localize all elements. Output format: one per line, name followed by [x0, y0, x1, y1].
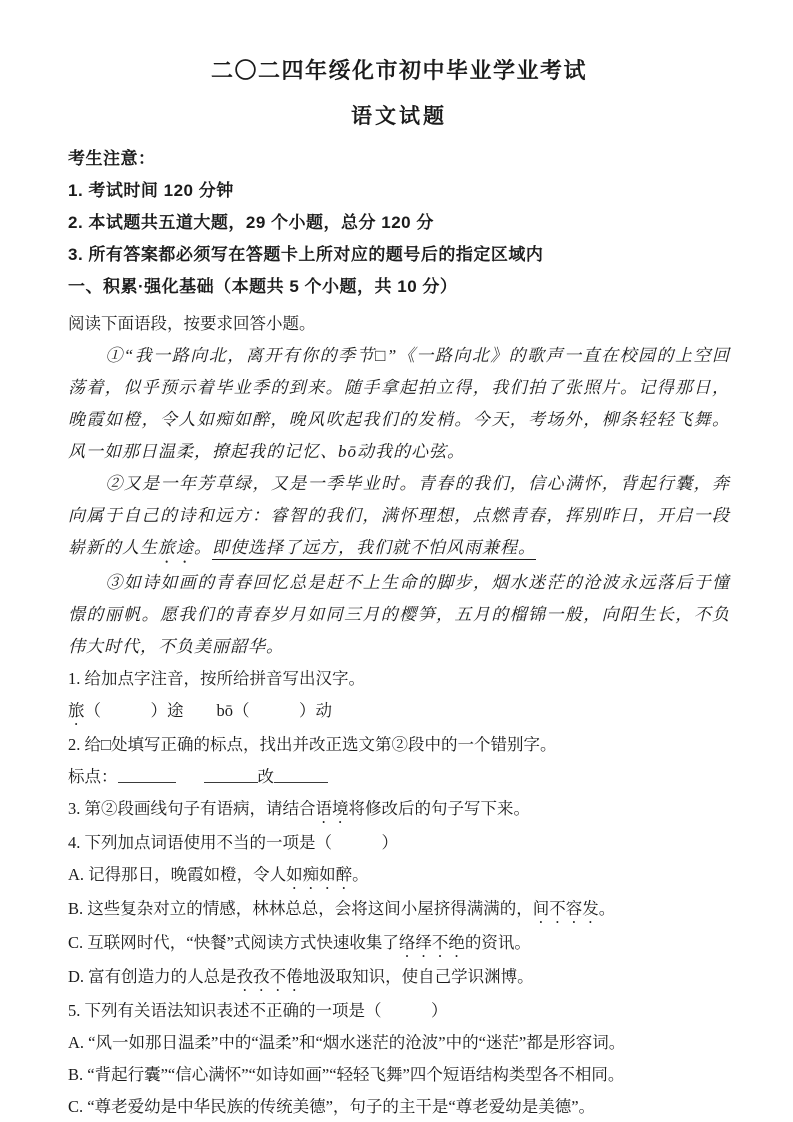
- candidate-notice: [68, 148, 730, 298]
- question-4-option-d: [68, 961, 730, 995]
- notice-item-3: 3. 所有答案都必须写在答题卡上所对应的题号后的指定区域内: [68, 245, 544, 264]
- question-3-dotted-word: 语境: [315, 799, 349, 818]
- option-b-dotted-word: 间不容发: [532, 899, 599, 918]
- question-4-option-a: [68, 859, 730, 893]
- option-c-dotted-word: 络绎不绝: [398, 933, 465, 952]
- question-3: [68, 793, 730, 827]
- passage-paragraph-2: [68, 468, 730, 567]
- question-1-answer-line: [68, 695, 730, 729]
- question-4-option-c: [68, 927, 730, 961]
- paragraph-2-period: 。: [194, 538, 212, 557]
- question-1: 1. 给加点字注音，按所给拼音写出汉字。: [68, 669, 365, 688]
- punctuation-label: 标点：: [68, 767, 118, 786]
- page-subtitle: 语文试题: [351, 105, 447, 128]
- pinyin-answer-blanks: （ ）途 bō（ ）动: [84, 701, 332, 720]
- question-5-option-b: B. “背起行囊”“信心满怀”“如诗如画”“轻轻飞舞”四个短语结构类型各不相同。: [68, 1065, 625, 1084]
- option-a-post: 。: [352, 865, 369, 884]
- paragraph-2-text: ②又是一年芳草绿，又是一季毕业时。青春的我们，信心满怀，背起行囊，奔向属于自己的诗和远方：睿智的我们，满怀理想，点燃青春，挥别昨日，开启一段崭新的人生: [68, 474, 730, 557]
- option-b-post: 。: [598, 899, 616, 918]
- blank-line-2: [204, 772, 258, 783]
- correction-label: 改: [257, 767, 274, 786]
- section-1-body: [68, 308, 730, 1122]
- option-a-dotted-word: 如痴如醉: [286, 865, 353, 884]
- question-3-post: 将修改后的句子写下来。: [348, 799, 530, 818]
- underlined-sentence: 即使选择了远方，我们就不怕风雨兼程。: [212, 538, 536, 557]
- question-4: 4. 下列加点词语使用不当的一项是（ ）: [68, 833, 398, 852]
- notice-item-1: 1. 考试时间 120 分钟: [68, 181, 234, 200]
- notice-heading: 考生注意：: [68, 149, 156, 168]
- question-4-option-b: [68, 893, 730, 927]
- question-3-pre: 3. 第②段画线句子有语病，请结合: [68, 799, 316, 818]
- blank-line-3: [274, 772, 328, 783]
- notice-item-2: 2. 本试题共五道大题，29 个小题，总分 120 分: [68, 213, 434, 232]
- passage-paragraph-3: ③如诗如画的青春回忆总是赶不上生命的脚步，烟水迷茫的沧波永远落后于憧憬的丽帆。愿我们的青春岁月如同三月的樱笋，五月的榴锦一般，向阳生长，不负伟大时代，不负美丽韶华。: [68, 573, 730, 656]
- option-d-dotted-word: 孜孜不倦: [236, 967, 303, 986]
- question-2-answer-line: [68, 761, 730, 793]
- question-5-option-c: C. “尊老爱幼是中华民族的传统美德”，句子的主干是“尊老爱幼是美德”。: [68, 1097, 596, 1116]
- blank-line-1: [118, 772, 176, 783]
- question-5: 5. 下列有关语法知识表述不正确的一项是（ ）: [68, 1001, 448, 1020]
- pinyin-dotted-char: 旅: [68, 701, 85, 720]
- question-5-option-a: A. “风一如那日温柔”中的“温柔”和“烟水迷茫的沧波”中的“迷茫”都是形容词。: [68, 1033, 626, 1052]
- emphasis-dotted-word: 旅途: [158, 538, 194, 557]
- option-b-text: B. 这些复杂对立的情感，林林总总，会将这间小屋挤得满满的，: [68, 899, 533, 918]
- passage-paragraph-1: ①“我一路向北，离开有你的季节□”《一路向北》的歌声一直在校园的上空回荡着，似乎预示着毕业季的到来。随手拿起拍立得，我们拍了张照片。记得那日，晚霞如橙，令人如痴如醉，晚风吹起我们的发梢。今天，考场外，柳条轻轻飞舞。风一如那日温柔，撩起我的记忆、bō动我的心弦。: [68, 346, 730, 461]
- question-2: 2. 给□处填写正确的标点，找出并改正选文第②段中的一个错别字。: [68, 735, 557, 754]
- option-d-text: D. 富有创造力的人总是: [68, 967, 237, 986]
- option-c-post: 的资讯。: [464, 933, 531, 952]
- option-c-text: C. 互联网时代，“快餐”式阅读方式快速收集了: [68, 933, 399, 952]
- option-a-text: A. 记得那日，晚霞如橙，令人: [68, 865, 287, 884]
- section-1-heading: 一、积累·强化基础（本题共 5 个小题，共 10 分）: [68, 277, 458, 296]
- page-title: 二〇二四年绥化市初中毕业学业考试: [210, 58, 587, 83]
- passage-intro: 阅读下面语段，按要求回答小题。: [68, 314, 316, 333]
- option-d-post: 地汲取知识，使自己学识渊博。: [302, 967, 534, 986]
